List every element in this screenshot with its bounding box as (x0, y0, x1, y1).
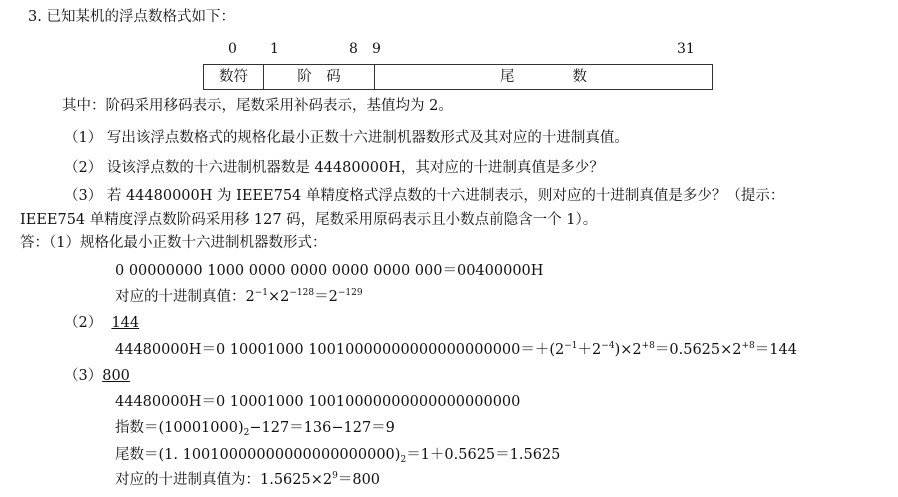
formula-text: ＝144 (754, 342, 797, 358)
question-1: （1） 写出该浮点数格式的规格化最小正数十六进制机器数形式及其对应的十进制真值。 (64, 130, 629, 146)
formula-text: 44480000H＝0 10001000 10010000000000000000000＝＋(2 (115, 342, 565, 358)
answer-2-heading (64, 314, 139, 332)
answer-2-calculation (115, 341, 797, 359)
formula-text: 对应的十进制真值为：1.5625×2 (115, 472, 333, 488)
answer-3-result: 800 (102, 368, 130, 384)
superscript: +8 (641, 341, 655, 351)
answer-3-label: （3） (64, 368, 103, 384)
formula-text: ＋2 (577, 342, 602, 358)
superscript: +8 (741, 341, 755, 351)
superscript: −129 (337, 288, 363, 298)
question-title: 3. 已知某机的浮点数格式如下： (28, 9, 235, 25)
mantissa-field: 尾 数 (500, 69, 587, 85)
formula-text: 指数＝(10001000) (115, 420, 244, 436)
answer-1-value (115, 288, 363, 306)
superscript: −128 (289, 288, 315, 298)
superscript: −1 (254, 288, 269, 298)
answer-3-exponent (115, 419, 395, 437)
subscript: 2 (400, 455, 407, 465)
answer-2-result: 144 (111, 315, 140, 331)
formula-text: 尾数＝(1. 10010000000000000000000) (115, 447, 401, 463)
formula-text: 对应的十进制真值：2 (115, 289, 255, 305)
formula-text: −127＝136−127＝9 (249, 420, 395, 436)
formula-text: ＝0.5625×2 (654, 342, 742, 358)
bit-label-31: 31 (677, 41, 695, 57)
answer-3-heading (64, 367, 130, 385)
answer-1-binary: 0 00000000 1000 0000 0000 0000 0000 000＝00400000H (115, 263, 544, 279)
answer-3-value (115, 471, 380, 489)
sign-field: 数符 (204, 65, 264, 89)
question-3-hint: IEEE754 单精度浮点数阶码采用移 127 码，尾数采用原码表示且小数点前隐含一个 1）。 (20, 212, 598, 228)
bit-label-0: 0 (228, 41, 237, 57)
bit-label-1: 1 (270, 41, 279, 57)
bit-label-9: 9 (372, 41, 381, 57)
question-3: （3） 若 44480000H 为 IEEE754 单精度格式浮点数的十六进制表示，则对应的十进制真值是多少？（提示： (64, 188, 785, 204)
superscript: 9 (332, 471, 338, 481)
bit-label-8: 8 (349, 41, 358, 57)
formula-text: )×2 (614, 342, 642, 358)
float-format-diagram (203, 64, 713, 90)
formula-text: ＝2 (314, 289, 338, 305)
question-2: （2） 设该浮点数的十六进制机器数是 44480000H，其对应的十进制真值是多少？ (64, 160, 604, 176)
superscript: −4 (601, 341, 615, 351)
superscript: −1 (564, 341, 578, 351)
formula-text: ＝800 (337, 472, 381, 488)
answer-3-mantissa (115, 446, 560, 464)
answer-2-label: （2） (64, 315, 103, 331)
answer-3-binary: 44480000H＝0 10001000 10010000000000000000000 (115, 394, 521, 410)
subscript: 2 (243, 428, 250, 438)
answer-1-heading: 答：（1）规格化最小正数十六进制机器数形式： (20, 235, 327, 251)
formula-text: ＝1＋0.5625＝1.5625 (406, 447, 561, 463)
note-text: 其中：阶码采用移码表示，尾数采用补码表示，基值均为 2。 (62, 98, 453, 114)
exponent-field: 阶 码 (264, 65, 375, 89)
formula-text: ×2 (268, 289, 290, 305)
